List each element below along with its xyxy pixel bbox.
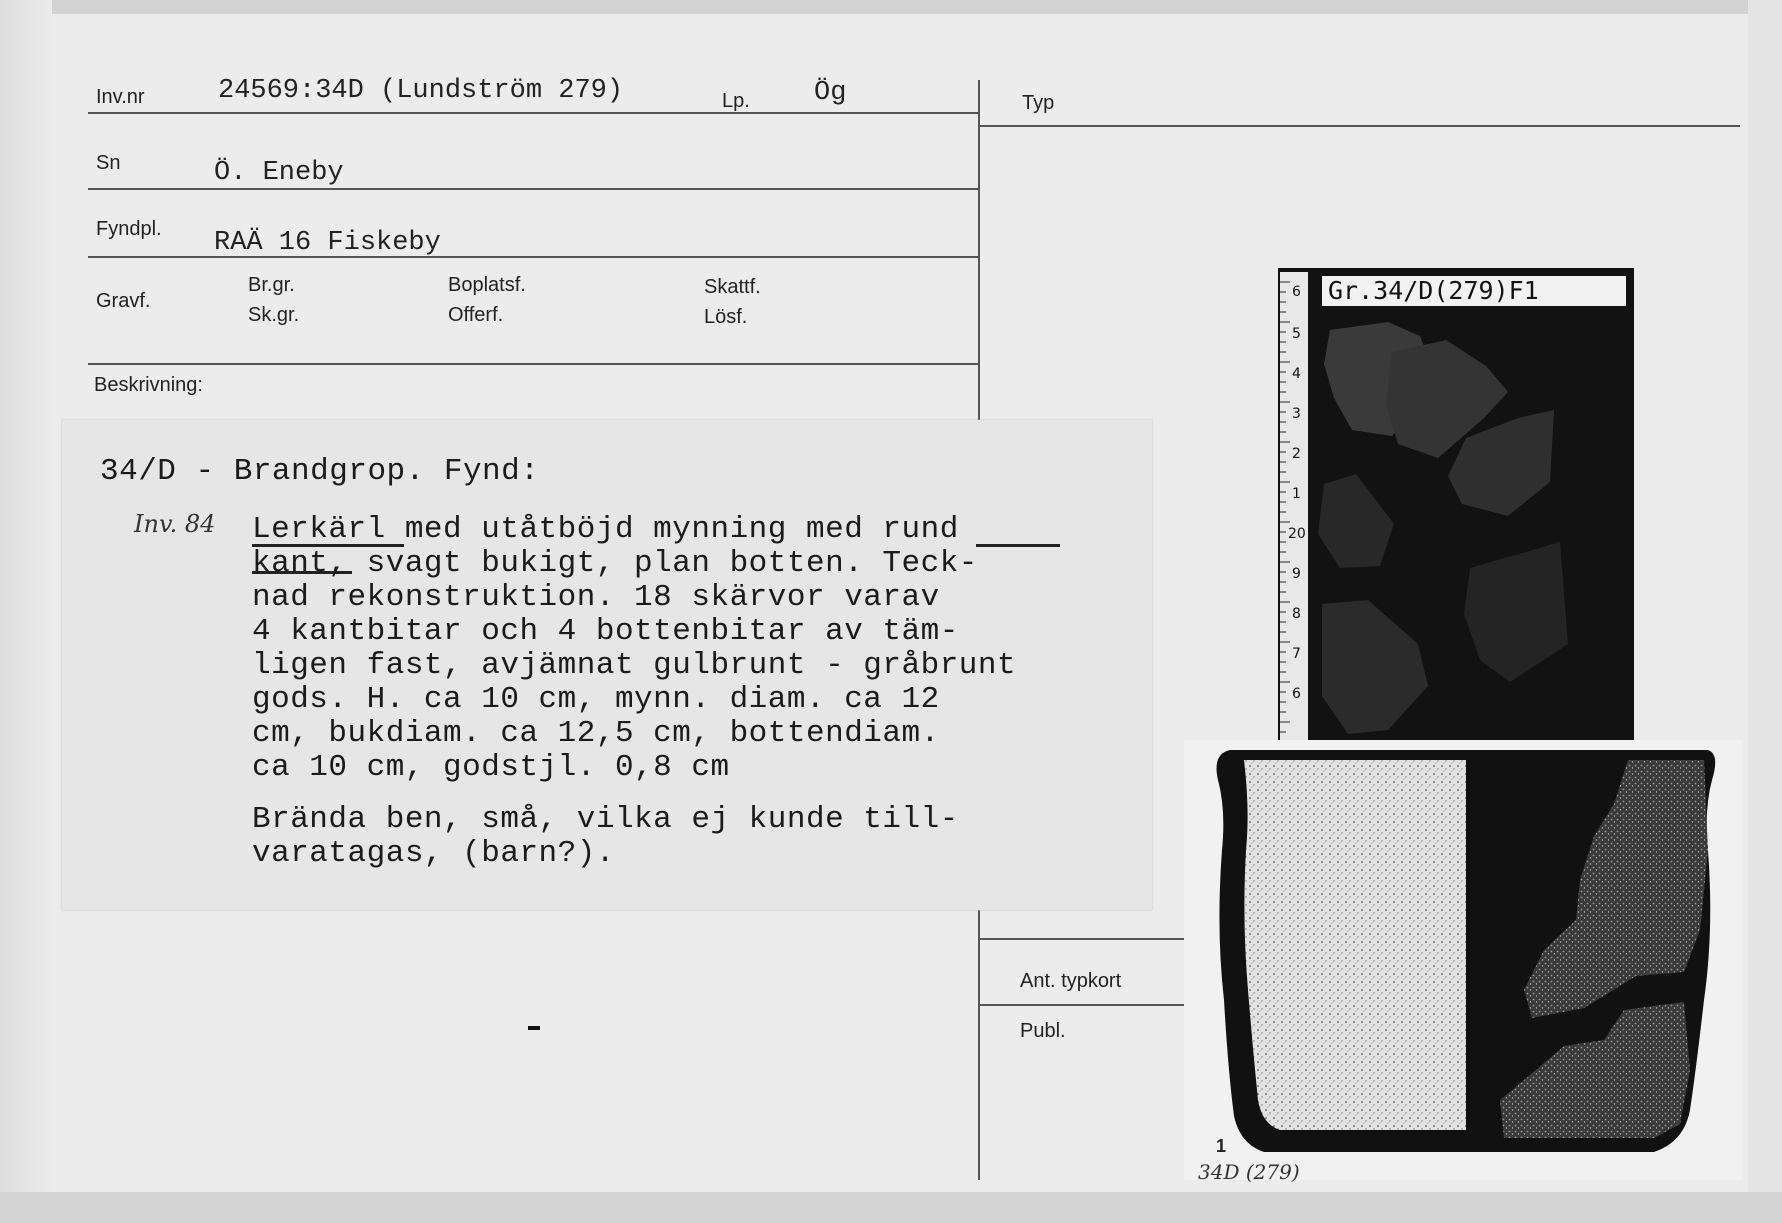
description-line: kant, svagt bukigt, plan botten. Teck- — [252, 546, 978, 581]
fyndpl-label: Fyndpl. — [96, 218, 162, 240]
invnr-label: Inv.nr — [96, 86, 145, 108]
ink-speck — [528, 1026, 540, 1030]
card-bottom-edge — [0, 1192, 1782, 1223]
column-divider-lower — [978, 910, 980, 1180]
invnr-value: 24569:34D (Lundström 279) — [218, 76, 624, 106]
sherd-photograph — [1278, 268, 1634, 744]
ruler-digit: 3 — [1292, 406, 1301, 422]
rule-ant-typkort — [980, 938, 1188, 940]
description-line: ligen fast, avjämnat gulbrunt - gråbrunt — [252, 648, 1017, 683]
boplatsf-label: Boplatsf. — [448, 274, 526, 296]
ant-typkort-label: Ant. typkort — [1020, 970, 1122, 992]
vessel-exterior-half — [1244, 760, 1466, 1130]
card-left-edge — [0, 0, 52, 1223]
ruler-digit: 6 — [1292, 284, 1301, 300]
gravf-label: Gravf. — [96, 290, 151, 312]
photo-label: Gr.34/D(279)F1 — [1322, 276, 1626, 306]
measuring-scale — [1280, 272, 1308, 740]
description-extra-line: Brända ben, små, vilka ej kunde till- — [252, 802, 959, 837]
skgr-label: Sk.gr. — [248, 304, 300, 326]
sherd-photo-svg — [1278, 268, 1634, 744]
losf-label: Lösf. — [704, 306, 748, 328]
typ-label: Typ — [1022, 92, 1055, 114]
figure-number: 1 — [1216, 1136, 1227, 1156]
description-line: 4 kantbitar och 4 bottenbitar av täm- — [252, 614, 959, 649]
fyndpl-value: RAÄ 16 Fiskeby — [214, 228, 441, 258]
ruler-digit: 1 — [1292, 486, 1301, 502]
vessel-drawing-svg — [1184, 740, 1742, 1180]
rule-typ — [980, 125, 1740, 127]
description-line: cm, bukdiam. ca 12,5 cm, bottendiam. — [252, 716, 940, 751]
description-extra-line: varatagas, (barn?). — [252, 836, 615, 871]
description-heading: 34/D - Brandgrop. Fynd: — [100, 454, 540, 489]
rule-sn — [88, 188, 978, 190]
vessel-reconstruction-drawing — [1184, 740, 1742, 1180]
ruler-ticks-svg — [1280, 272, 1308, 740]
beskrivning-label: Beskrivning: — [94, 374, 203, 396]
inventory-handnote: Inv. 84 — [134, 510, 216, 538]
ruler-digit: 2 — [1292, 446, 1301, 462]
rule-publ — [980, 1004, 1188, 1006]
description-line: nad rekonstruktion. 18 skärvor varav — [252, 580, 940, 615]
card-right-edge — [1748, 0, 1782, 1223]
rule-gravf — [88, 363, 978, 365]
rule-invnr — [88, 112, 978, 114]
column-divider — [978, 80, 980, 420]
ruler-digit: 9 — [1292, 566, 1301, 582]
description-line: gods. H. ca 10 cm, mynn. diam. ca 12 — [252, 682, 940, 717]
brgr-label: Br.gr. — [248, 274, 295, 296]
skattf-label: Skattf. — [704, 276, 761, 298]
description-underline-rund — [976, 544, 1060, 547]
ruler-digit: 6 — [1292, 686, 1301, 702]
lp-value: Ög — [814, 78, 847, 108]
ruler-digit: 20 — [1288, 526, 1306, 542]
ruler-digit: 5 — [1292, 326, 1301, 342]
ruler-digit: 4 — [1292, 366, 1301, 382]
offerf-label: Offerf. — [448, 304, 504, 326]
description-line: ca 10 cm, godstjl. 0,8 cm — [252, 750, 730, 785]
sn-label: Sn — [96, 152, 121, 174]
publ-label: Publ. — [1020, 1020, 1066, 1042]
ruler-digit: 7 — [1292, 646, 1301, 662]
sn-value: Ö. Eneby — [214, 158, 344, 188]
drawing-caption: 34D (279) — [1198, 1160, 1300, 1184]
ruler-digit: 8 — [1292, 606, 1301, 622]
lp-label: Lp. — [722, 90, 750, 112]
description-line: Lerkärl med utåtböjd mynning med rund — [252, 512, 959, 547]
card-top-edge — [0, 0, 1782, 14]
